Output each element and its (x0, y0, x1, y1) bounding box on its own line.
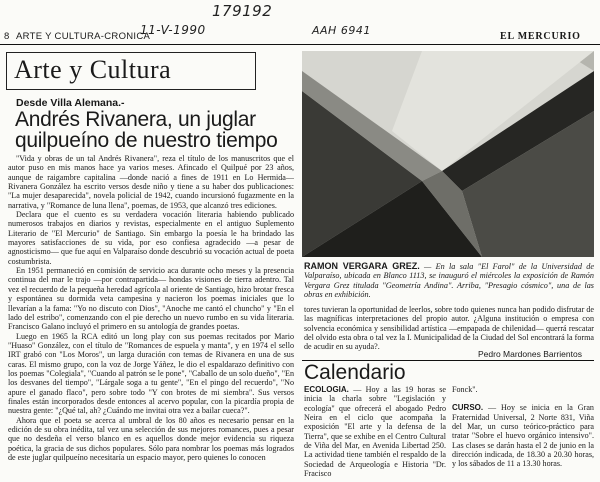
photo-caption (304, 262, 594, 300)
page-number: 8 (4, 31, 10, 42)
handwritten-code: AAH 6941 (312, 24, 371, 37)
caption-text: — En la sala "El Farol" de la Universidad de Valparaíso, ubicada en Blanco 1113, se inauguró el miércoles la exposición de Ramón Vergara Grez titulada "Geometría Andina". Arriba, "Presagio cósmico", una de las obras en exhibición. (304, 262, 594, 300)
handwritten-ref: 179192 (212, 2, 273, 20)
article-body (8, 154, 294, 482)
article-author: Pedro Mardones Barrientos (478, 349, 582, 359)
calendar-item-ecologia (304, 385, 446, 478)
headline-line1: Andrés Rivanera, un juglar (15, 108, 256, 131)
calendar-item-label: CURSO. (452, 403, 484, 413)
calendar-col-left (304, 385, 446, 481)
calendar-item-text: — Hoy se inicia en la Gran Fraternidad Universal, 2 Norte 831, Viña del Mar, un curso teórico-práctico para tratar "Sobre el huevo orgánico intensivo". Las clases se darán hasta el 2 de junio en la dirección indicada, de 18.30 a 20.30 horas, y los sábados de 11 a 13.30 horas. (452, 403, 594, 469)
newspaper-name: EL MERCURIO (500, 31, 581, 42)
headline-line2: quilpueíno de nuestro tiempo (15, 129, 278, 152)
article-paragraph: En 1951 permaneció en comisión de servicio aca durante ocho meses y la presencia continua del mar le trajo —por contrapartida— hondas visiones de tierra adentro. Tal vez el recuerdo de la pequeña heredad agrícola al oriente de Santiago, hizo brotar fresca y espontánea su dormida veta campesina y nacieron los poemas iniciales que lo llevarían a la fama: "Yo no discuto con Dios", "Anoche me cantó el chuncho" y "En el lado del estribo", comenzando con el pie derecho un nuevo rumbo en su vida literaria. Francisco Galano incluyó el primero en su antología de grandes poetas. (8, 266, 294, 332)
artwork-photo (302, 51, 594, 257)
calendar-title: Calendario (304, 361, 406, 384)
article-kicker: Desde Villa Alemana.- (16, 97, 125, 109)
calendar-item-label: ECOLOGIA. (304, 385, 349, 394)
article-paragraph: Ahora que el poeta se acerca al umbral de los 80 años es necesario pensar en la edición de su obra inédita, tal vez una selección de sus mejores romances, pues a pesar que no desdeña el verso blanco en es aquellos donde mejor evidencia su riqueza poética, la gracia de sus dichos populares. Sólo para nombrar los poemas más logrados de este juglar quilpueíno necesitaría un espacio mayor, pero quienes lo conocen (8, 415, 294, 462)
handwritten-date: 11-V-1990 (140, 23, 206, 37)
continuation-text: tores tuvieran la oportunidad de leerlos, sobre todo quienes nunca han podido disfrutar de las magníficas interpretaciones del propio autor. ¿Alguna institución o empresa con solvencia económica y sensibilidad artística —empapada de chilenidad— querrá rescatar del olvido esta obra o tal vez la I. Municipalidad de la Ciudad del Sol encontrará la forma de acudir en su ayuda?. (304, 305, 594, 352)
article-continuation (304, 305, 594, 352)
calendar-ecologia-cont: Fonck". (452, 385, 478, 394)
article-paragraph: Luego en 1965 la RCA editó un long play con sus poemas recitados por Mario "Huaso" González, con el título de "Romances de espuela y manta", y en 1974 el sello IRT grabó con "Los Moros", un larga duración con temas de Rivanera en una de sus caras. El mismo grupo, con la voz de Jorge Yáñez, le dio el espaldarazo definitivo con los poemas "Colegiala", "Cuando al patrón se le pone", "Caballo de un solo dueño", "En los desvanes del tiempo", "Lárgale soga a tu gente", "En el pingo del recuerdo", "No apure el ganado flaco", pero sobre todo "Y con brotes de mi siembra". Sus versos finales están incorporados desde entonces al acervo popular, con la picardía propia de nuestra gente: "¿Qué tal, ah? ¿Cuándo me invitai otra vez a bailar cueca?". (8, 331, 294, 416)
calendar-item-curso (452, 403, 594, 468)
article-paragraph: Declara que el cuento es su verdadera vocación literaria habiendo publicado numerosos trabajos en diarios y revistas, especialmente en el antiguo Suplemento Literario de "El Mercurio" de Santiago. Sin embargo la poesía le ha brindado las mayores satisfacciones de su vida, por eso confiesa agradecido —a pesar de agnosticismo— que fue aquí en Valparaíso donde descubrió su vocación actual de poeta costumbrista. (8, 210, 294, 266)
calendar-item-text: — Hoy a las 19 horas se inicia la charla sobre "Legislación y ecología" que ofrecerá el abogado Pedro Neira en el ciclo que acompaña la exposición "El arte y la defensa de la Tierra", que se exhibe en el Centro Cultural de Viña del Mar, en Avenida Libertad 250. La actividad tiene también el respaldo de la Sociedad de Arqueología e Historia "Dr. Fracisco (304, 385, 446, 479)
section-title: Arte y Cultura (14, 55, 172, 84)
caption-name: RAMON VERGARA GREZ. (304, 261, 420, 271)
article-paragraph: "Vida y obras de un tal Andrés Rivanera", reza el título de los manuscritos que el autor puso en mis manos hace ya varios meses. Afincado el Quilpué por 23 años, aunque de raigambre capitalina —donde nació a fines de 1911 en Lo Hermida— Rivanera González ha escrito versos desde niño y tiene a su haber dos publicaciones: "La mujer desaparecida", novela policial de 1942, cuando incursionó fugazmente en la narrativa, y "Romance de luna llena", poemas, de 1953, que alcanzó tres ediciones. (8, 154, 294, 210)
section-header: ARTE Y CULTURA-CRONICA (16, 31, 151, 42)
header-rule (0, 44, 600, 45)
calendar-col-right (452, 385, 594, 469)
geometric-artwork (302, 51, 594, 257)
